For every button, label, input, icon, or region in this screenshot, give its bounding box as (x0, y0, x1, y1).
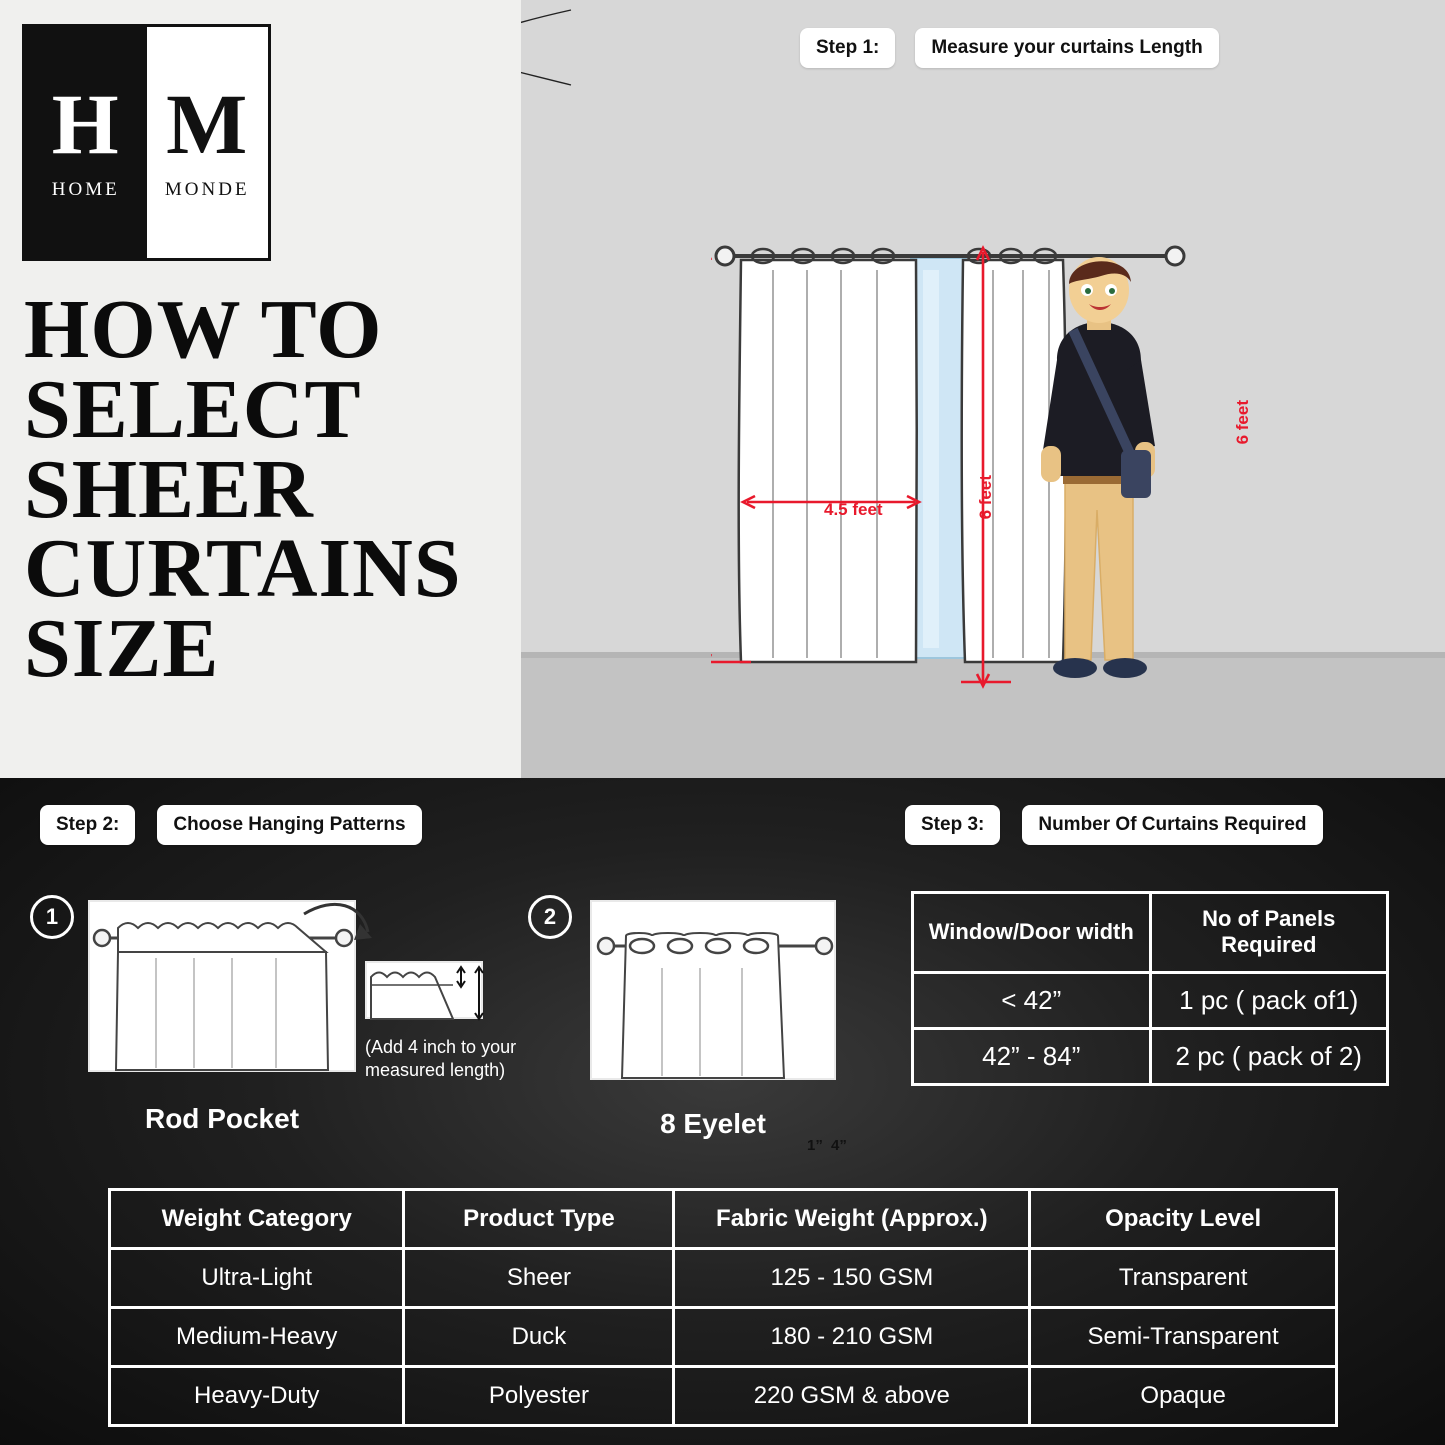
brand-logo (22, 24, 271, 261)
rod-pocket-caption: Rod Pocket (144, 1103, 300, 1134)
weight-r3-opacity: Opaque (1030, 1367, 1337, 1426)
decorative-lines (521, 0, 581, 100)
person-height-label: 6 feet (976, 475, 995, 520)
rod-pocket-detail-side-label: 4” (831, 1137, 847, 1154)
weight-table-header-row (110, 1190, 1337, 1249)
headline-line-5: SIZE (24, 602, 220, 696)
panels-table-header-row (913, 893, 1388, 973)
logo-letter-h: H (51, 75, 120, 172)
logo-left-half (25, 27, 147, 258)
panels-row1-count: 1 pc ( pack of1) (1150, 972, 1388, 1028)
weight-r3-weight: 220 GSM & above (674, 1367, 1030, 1426)
eyelet-caption: 8 Eyelet (660, 1108, 766, 1139)
headline-line-1: HOW TO (24, 283, 383, 376)
logo-letter-m: M (166, 75, 249, 172)
headline-line-2: SELECT (24, 362, 362, 456)
panels-row2-width: 42” - 84” (913, 1028, 1151, 1084)
table-row (110, 1308, 1337, 1367)
panels-row1-width: < 42” (913, 972, 1151, 1028)
step2-header (40, 805, 422, 845)
weight-r3-type: Polyester (404, 1367, 674, 1426)
table-row (110, 1367, 1337, 1426)
rod-pocket-note: (Add 4 inch to your measured length) (365, 1037, 517, 1080)
headline-line-4: CURTAINS (24, 522, 462, 616)
weight-header-weight: Fabric Weight (Approx.) (674, 1190, 1030, 1249)
table-row (913, 1028, 1388, 1084)
logo-word-home: HOME (51, 179, 120, 201)
weight-r2-weight: 180 - 210 GSM (674, 1308, 1030, 1367)
weight-r2-category: Medium-Heavy (110, 1308, 404, 1367)
step3-title: Number Of Curtains Required (1022, 805, 1322, 845)
rod-pocket-zoom-arrow (300, 898, 380, 958)
weight-r1-opacity: Transparent (1030, 1249, 1337, 1308)
table-row (913, 972, 1388, 1028)
weight-header-opacity: Opacity Level (1030, 1190, 1337, 1249)
panels-header-count: No of Panels Required (1150, 893, 1388, 973)
weight-r3-category: Heavy-Duty (110, 1367, 404, 1426)
table-row (110, 1249, 1337, 1308)
page-title (24, 283, 494, 696)
step1-illustration-panel (521, 0, 1445, 778)
weight-r2-type: Duck (404, 1308, 674, 1367)
eyelet-image (590, 900, 836, 1080)
weight-r2-opacity: Semi-Transparent (1030, 1308, 1337, 1367)
curtain-height-label: 6 feet (1233, 400, 1252, 445)
bottom-section (0, 778, 1445, 1445)
panels-header-width: Window/Door width (913, 893, 1151, 973)
step2-label: Step 2: (40, 805, 135, 845)
logo-right-half (147, 27, 269, 258)
curtain-width-label: 4.5 feet (824, 500, 883, 519)
step1-header (800, 28, 1219, 68)
weight-r1-weight: 125 - 150 GSM (674, 1249, 1030, 1308)
option-1-number: 1 (30, 895, 74, 939)
logo-word-monde: MONDE (164, 179, 250, 201)
person-illustration (1021, 250, 1201, 700)
step1-title: Measure your curtains Length (915, 28, 1218, 68)
option-2-number: 2 (528, 895, 572, 939)
panels-required-table (911, 891, 1389, 1086)
weight-header-category: Weight Category (110, 1190, 404, 1249)
headline-line-3: SHEER (24, 442, 314, 536)
step2-title: Choose Hanging Patterns (157, 805, 421, 845)
step1-label: Step 1: (800, 28, 895, 68)
weight-r1-category: Ultra-Light (110, 1249, 404, 1308)
panels-row2-count: 2 pc ( pack of 2) (1150, 1028, 1388, 1084)
fabric-weight-table (108, 1188, 1338, 1427)
step3-header (905, 805, 1323, 845)
weight-header-type: Product Type (404, 1190, 674, 1249)
step3-label: Step 3: (905, 805, 1000, 845)
weight-r1-type: Sheer (404, 1249, 674, 1308)
title-panel (0, 0, 521, 778)
eyelet-drawing (592, 902, 838, 1082)
rod-pocket-detail-top-label: 1” (807, 1137, 823, 1154)
rod-pocket-detail-drawing (367, 963, 485, 1021)
